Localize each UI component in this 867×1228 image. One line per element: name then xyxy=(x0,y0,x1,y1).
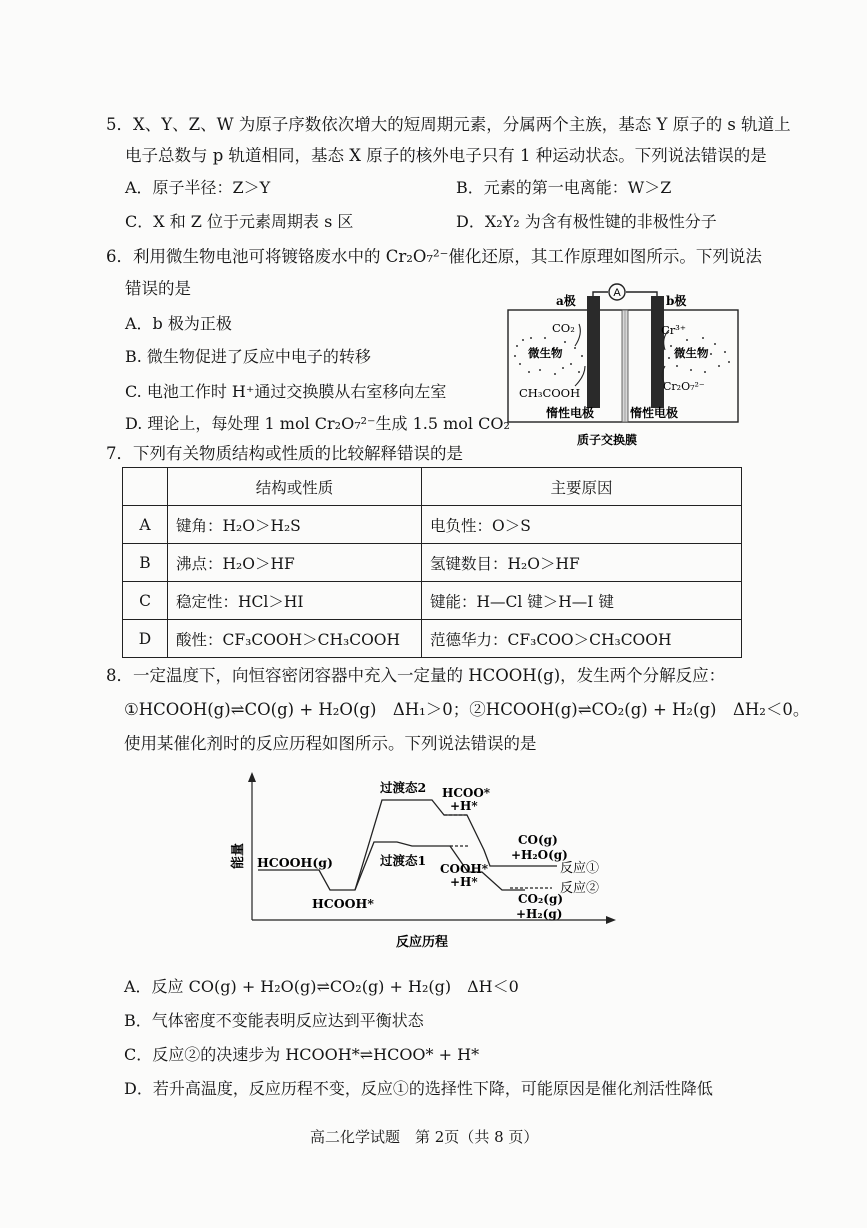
svg-text:微生物: 微生物 xyxy=(528,346,563,360)
q6-stem-line2: 错误的是 xyxy=(125,279,191,298)
q8-stem-line1: 8．一定温度下，向恒容密闭容器中充入一定量的 HCOOH(g)，发生两个分解反应： xyxy=(106,666,726,685)
q6-option-a: A．b 极为正极 xyxy=(125,314,232,333)
svg-text:能量: 能量 xyxy=(231,842,246,870)
q5-option-c: C．X 和 Z 位于元素周期表 s 区 xyxy=(125,212,354,231)
q5-stem-line1: 5．X、Y、Z、W 为原子序数依次增大的短周期元素，分属两个主族，基态 Y 原子的 s 轨道上 xyxy=(106,115,791,134)
table-header-row xyxy=(123,468,742,506)
svg-text:CO₂: CO₂ xyxy=(552,321,575,335)
svg-text:+H*: +H* xyxy=(450,875,478,889)
svg-text:过渡态2: 过渡态2 xyxy=(380,780,427,795)
table-cell: 键角：H₂O＞H₂S xyxy=(168,506,422,544)
svg-text:质子交换膜: 质子交换膜 xyxy=(577,433,638,447)
table-cell: D xyxy=(123,620,168,658)
q8-option-c: C．反应②的决速步为 HCOOH*⇌HCOO* + H* xyxy=(124,1045,480,1064)
svg-text:+H₂(g): +H₂(g) xyxy=(516,907,563,921)
table-cell: 酸性：CF₃COOH＞CH₃COOH xyxy=(168,620,422,658)
q8-stem-line2: ①HCOOH(g)⇌CO(g) + H₂O(g) ΔH₁＞0；②HCOOH(g)⇌CO₂(g) + H₂(g) ΔH₂＜0。 xyxy=(124,700,810,719)
svg-text:HCOOH*: HCOOH* xyxy=(312,896,374,911)
electrode-a xyxy=(587,296,600,408)
q7-stem: 7．下列有关物质结构或性质的比较解释错误的是 xyxy=(106,444,463,463)
svg-text:COOH*: COOH* xyxy=(440,862,489,876)
svg-text:反应②: 反应② xyxy=(560,881,600,896)
page-footer: 高二化学试题 第 2页（共 8 页） xyxy=(310,1128,539,1146)
table-cell: 稳定性：HCl＞HI xyxy=(168,582,422,620)
svg-text:反应①: 反应① xyxy=(560,861,600,876)
svg-text:Cr₂O₇²⁻: Cr₂O₇²⁻ xyxy=(663,380,705,393)
svg-text:a极: a极 xyxy=(556,294,576,308)
table-row xyxy=(123,544,742,582)
svg-text:HCOOH(g): HCOOH(g) xyxy=(257,855,333,870)
q8-option-a: A．反应 CO(g) + H₂O(g)⇌CO₂(g) + H₂(g) ΔH＜0 xyxy=(124,977,519,996)
q5-option-b: B．元素的第一电离能：W＞Z xyxy=(456,178,672,197)
q5-option-d: D．X₂Y₂ 为含有极性键的非极性分子 xyxy=(456,212,717,231)
table-cell: A xyxy=(123,506,168,544)
svg-text:HCOO*: HCOO* xyxy=(442,786,491,800)
q8-stem-line3: 使用某催化剂时的反应历程如图所示。下列说法错误的是 xyxy=(124,734,537,753)
svg-text:+H*: +H* xyxy=(450,799,478,813)
table-cell: 沸点：H₂O＞HF xyxy=(168,544,422,582)
svg-text:CO₂(g): CO₂(g) xyxy=(518,892,564,906)
svg-text:反应历程: 反应历程 xyxy=(395,935,449,950)
reaction-energy-diagram xyxy=(222,770,622,955)
q6-option-d: D. 理论上，每处理 1 mol Cr₂O₇²⁻生成 1.5 mol CO₂ xyxy=(125,414,510,433)
q5-stem-line2: 电子总数与 p 轨道相同，基态 X 原子的核外电子只有 1 种运动状态。下列说法错误的是 xyxy=(125,146,767,165)
q6-option-c: C. 电池工作时 H⁺通过交换膜从右室移向左室 xyxy=(125,382,447,401)
table-cell: 键能：H—Cl 键＞H—I 键 xyxy=(422,582,742,620)
q6-stem-line1: 6．利用微生物电池可将镀铬废水中的 Cr₂O₇²⁻催化还原，其工作原理如图所示。下列说法 xyxy=(106,247,762,266)
table-cell: B xyxy=(123,544,168,582)
svg-text:Cr³⁺: Cr³⁺ xyxy=(661,323,686,337)
q8-option-d: D．若升高温度，反应历程不变，反应①的选择性下降，可能原因是催化剂活性降低 xyxy=(124,1079,713,1098)
table-header-cell: 主要原因 xyxy=(422,468,742,506)
table-cell: C xyxy=(123,582,168,620)
table-row xyxy=(123,620,742,658)
svg-text:+H₂O(g): +H₂O(g) xyxy=(511,848,568,862)
svg-text:惰性电极: 惰性电极 xyxy=(546,406,595,420)
table-header-cell: 结构或性质 xyxy=(168,468,422,506)
table-cell: 电负性：O＞S xyxy=(422,506,742,544)
table-cell: 氢键数目：H₂O＞HF xyxy=(422,544,742,582)
table-header-cell xyxy=(123,468,168,506)
q6-option-b: B. 微生物促进了反应中电子的转移 xyxy=(125,347,371,366)
table-row xyxy=(123,506,742,544)
svg-text:惰性电极: 惰性电极 xyxy=(630,406,679,420)
q8-option-b: B．气体密度不变能表明反应达到平衡状态 xyxy=(124,1011,424,1030)
svg-text:b极: b极 xyxy=(666,294,687,308)
q5-option-a: A．原子半径：Z＞Y xyxy=(125,178,271,197)
svg-text:A: A xyxy=(613,287,621,299)
fuel-cell-diagram xyxy=(505,276,745,452)
table-row xyxy=(123,582,742,620)
comparison-table xyxy=(122,467,742,658)
svg-text:CH₃COOH: CH₃COOH xyxy=(519,386,581,400)
svg-text:微生物: 微生物 xyxy=(674,346,709,360)
svg-text:CO(g): CO(g) xyxy=(518,833,558,847)
svg-text:过渡态1: 过渡态1 xyxy=(380,853,427,868)
table-cell: 范德华力：CF₃COO＞CH₃COOH xyxy=(422,620,742,658)
